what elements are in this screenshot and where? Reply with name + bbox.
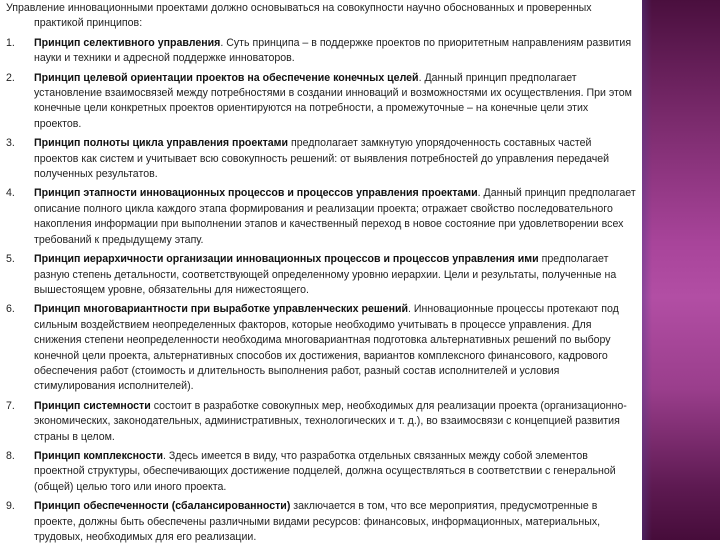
list-item xyxy=(6,399,638,445)
panel-stripe xyxy=(642,0,652,540)
item-text: предполагает замкнутую упорядоченность составных частей проектов как систем и учитывает всю совокупность решений: от выявления потребностей до управления передачей полученных результатов. xyxy=(34,137,610,181)
item-title: Принцип системности xyxy=(34,399,151,412)
intro-paragraph: Управление инновационными проектами должно основываться на совокупности научно обоснованных и проверенных практикой принципов: xyxy=(6,2,592,30)
item-text: заключается в том, что все мероприятия, предусмотренные в проекте, должны быть обеспечены различными видами ресурсов: финансовых, информационных, материальных, трудовых, необходимых для его реализации. xyxy=(34,500,601,543)
item-title: Принцип иерархичности организации инновационных процессов и процессов управления ими xyxy=(34,253,539,266)
list-item xyxy=(6,499,638,545)
item-number: 1. xyxy=(6,36,15,49)
item-text: . Суть принципа – в поддержке проектов по приоритетным направлениям развития науки и техники и адресной поддержке инноваторов. xyxy=(34,36,632,65)
item-number: 9. xyxy=(6,500,15,513)
slide-text xyxy=(6,1,638,549)
list-item xyxy=(6,252,638,298)
list-item xyxy=(6,136,638,182)
list-item xyxy=(6,71,638,133)
item-number: 8. xyxy=(6,449,15,462)
item-title: Принцип полноты цикла управления проектами xyxy=(34,137,289,150)
item-text: . Здесь имеется в виду, что разработка отдельных связанных между собой элементов проектной структуры, обеспечивающих достижение подцелей, должна осуществляться в соответствии с генеральной (общей) целью того или иного проекта. xyxy=(34,449,616,493)
item-number: 2. xyxy=(6,71,15,84)
item-text: . Данный принцип предполагает описание полного цикла каждого этапа формирования и реализации проекта; отражает свойство последовательного накопления информации при выполнении этапов и качественный переход в новое состояние при удовлетворении всех требований к предыдущему этапу. xyxy=(34,187,636,246)
item-number: 5. xyxy=(6,253,15,266)
item-title: Принцип целевой ориентации проектов на обеспечение конечных целей xyxy=(34,71,419,84)
list-item xyxy=(6,186,638,248)
list-item xyxy=(6,36,638,67)
item-text: . Данный принцип предполагает установление взаимосвязей между потребностями в создании инноваций и возможностями их осуществления. При этом конечные цели конкретных проектов ориентируются на потребности, а промежуточные – на конечные цели этих проектов. xyxy=(34,71,632,130)
item-number: 3. xyxy=(6,137,15,150)
item-title: Принцип селективного управления xyxy=(34,36,221,49)
list-item xyxy=(6,302,638,394)
item-title: Принцип многовариантности при выработке управленческих решений xyxy=(34,303,408,316)
principles-list xyxy=(6,36,638,546)
item-title: Принцип этапности инновационных процессов и процессов управления проектами xyxy=(34,187,478,200)
item-number: 4. xyxy=(6,187,15,200)
item-text: . Инновационные процессы протекают под сильным воздействием неопределенных факторов, которые необходимо учитывать в процессе управления. Для снижения степени неопределенности необходима многовариантная подготовка альтернативных решений по выбору конечной цели проекта, альтернативных способов их достижения, вариантов комплексного финансового, кадрового обеспечения работ (стоимость и длительность выполнения работ, разный состав исполнителей и условия стимулирования исполнителей). xyxy=(34,303,619,393)
list-item xyxy=(6,449,638,495)
item-number: 6. xyxy=(6,303,15,316)
item-text: состоит в разработке совокупных мер, необходимых для реализации проекта (организационно-экономических, законодательных, административных, технологических и т. д.), во взаимосвязи с концепцией развития страны в целом. xyxy=(34,399,627,443)
item-number: 7. xyxy=(6,399,15,412)
item-text: предполагает разную степень детальности, соответствующей определенному уровню иерархии. Цели и результаты, полученные на вышестоящем уровне, обязательны для нижестоящего. xyxy=(34,253,617,296)
item-title: Принцип комплексности xyxy=(34,449,163,462)
decorative-side-panel xyxy=(642,0,720,540)
item-title: Принцип обеспеченности (сбалансированности) xyxy=(34,500,291,513)
